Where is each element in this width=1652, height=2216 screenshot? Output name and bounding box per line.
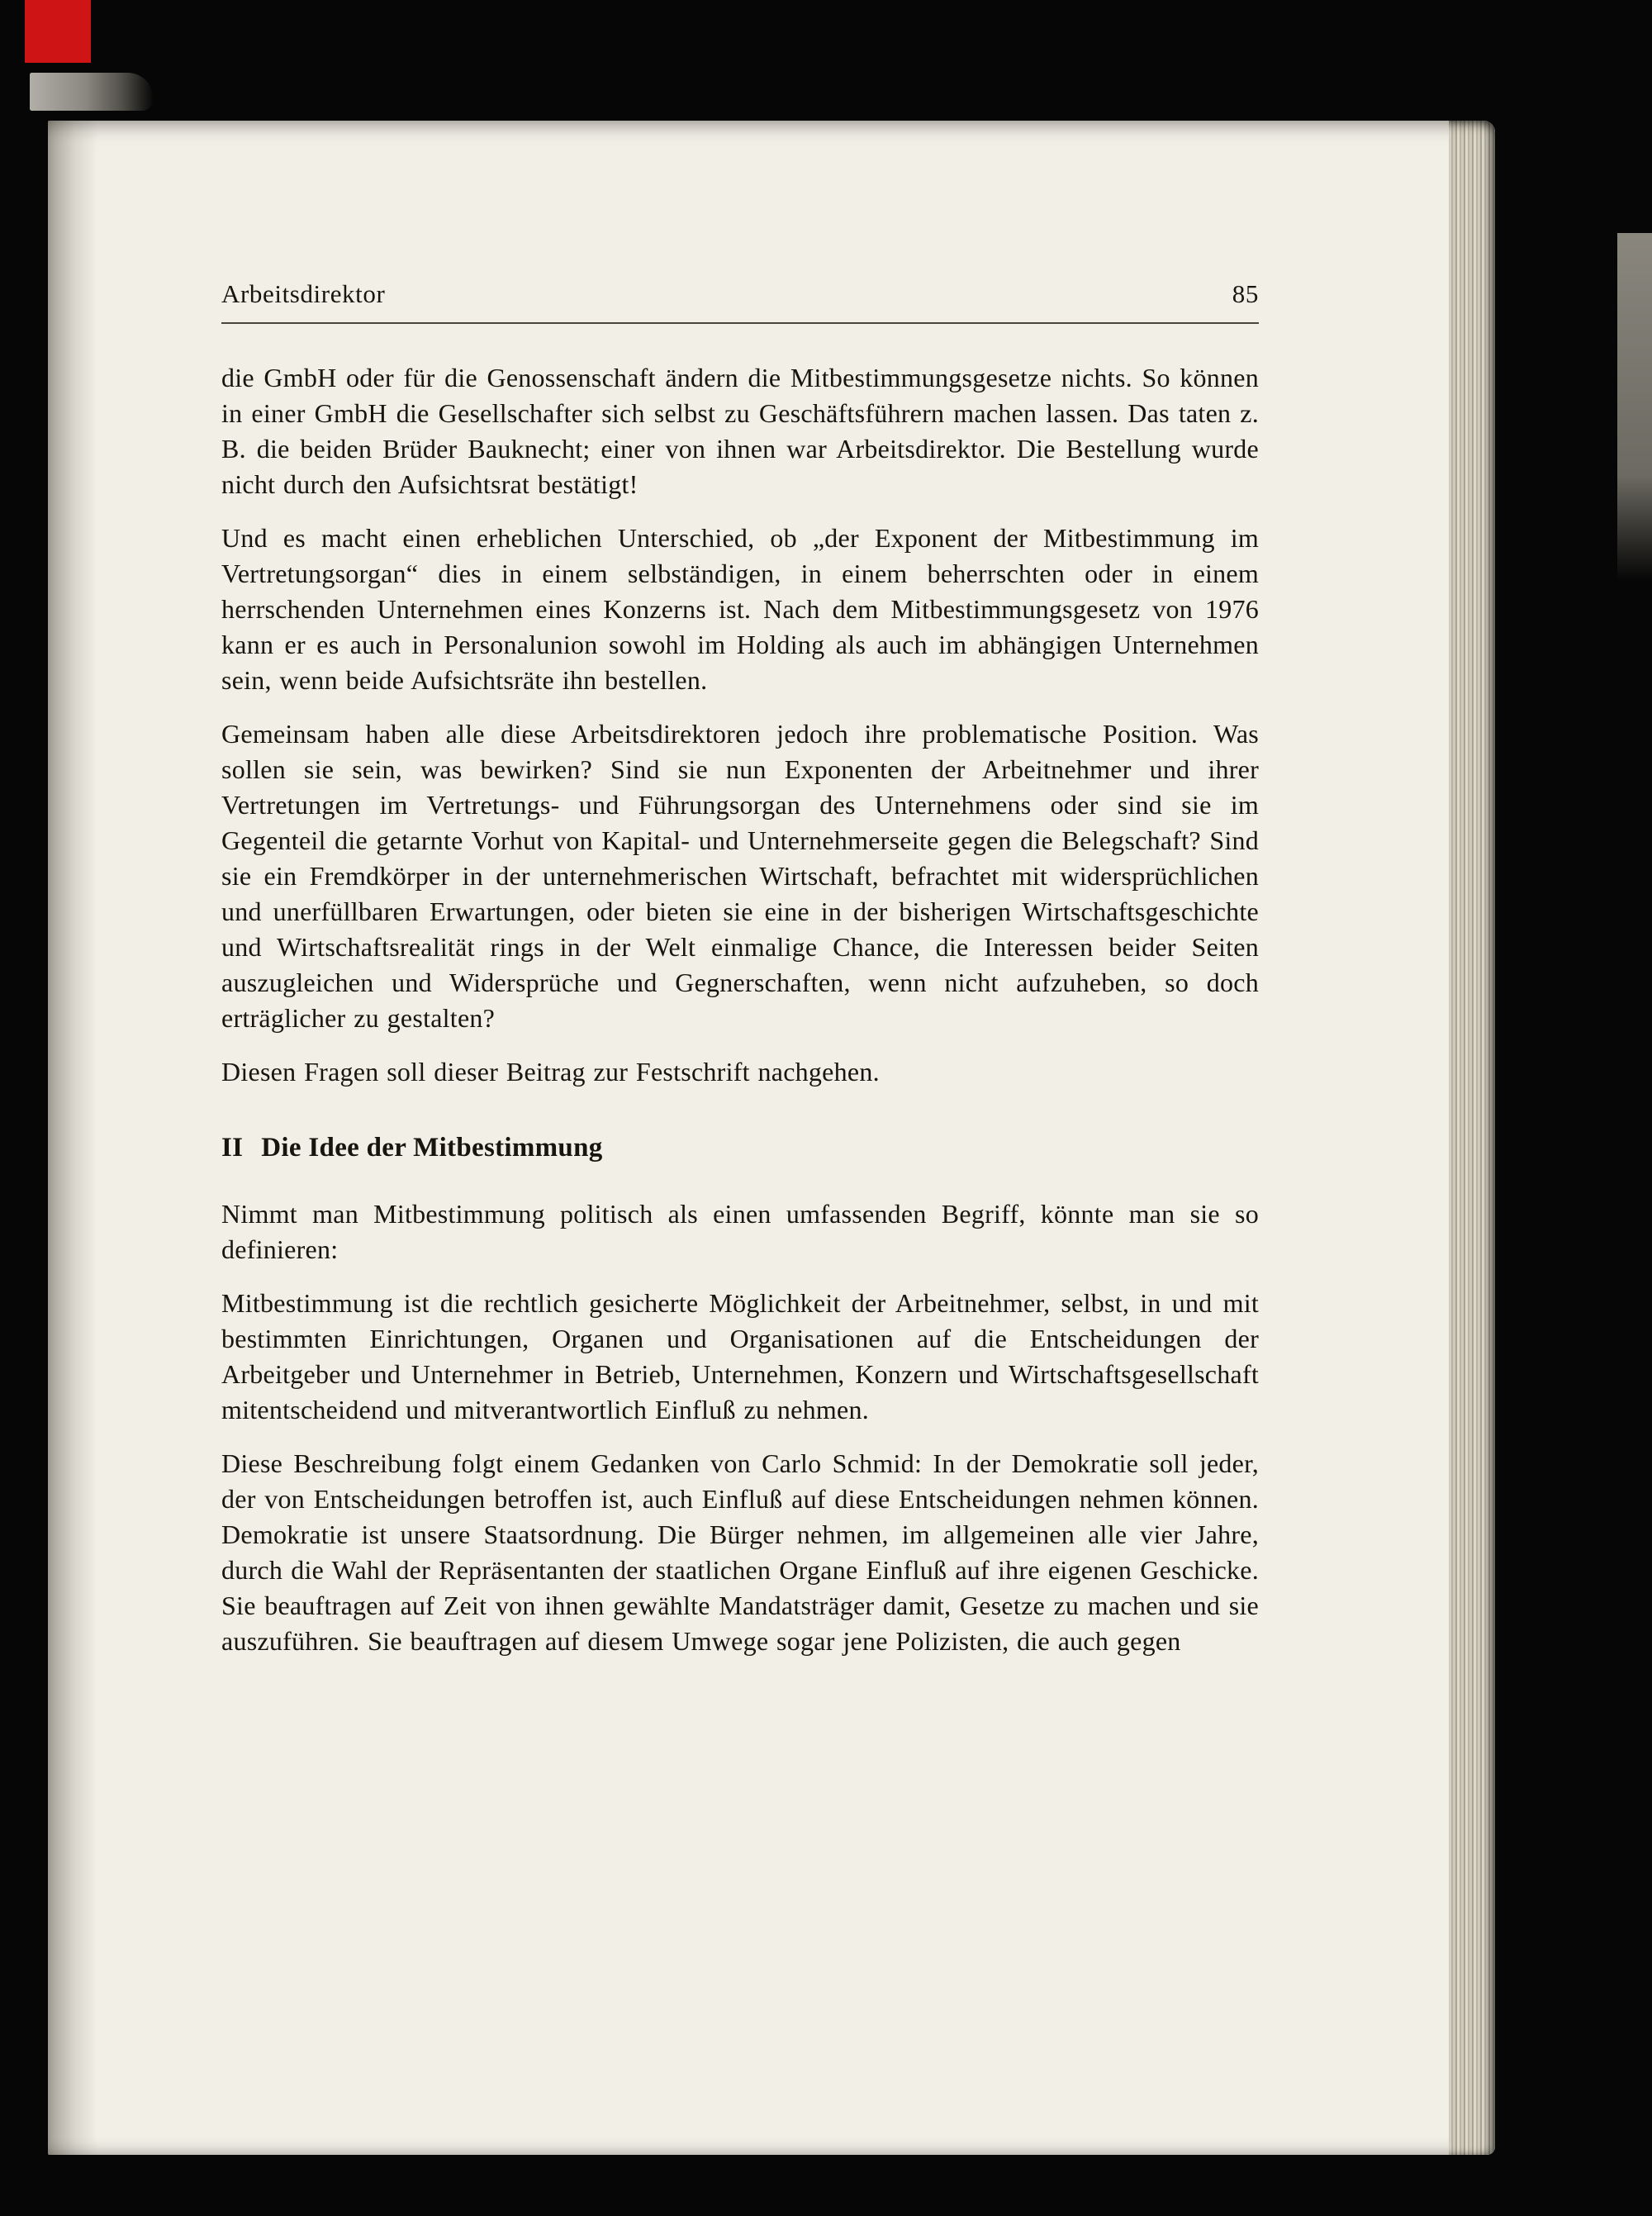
paragraph-2: Und es macht einen erheblichen Unterschied, ob „der Exponent der Mitbestimmung im Vertretungsorgan“ dies in einem selbständigen, in einem beherrschten oder in einem herrschenden Unternehmen eines Konzerns ist. Nach dem Mitbestimmungsgesetz von 1976 kann er es auch in Personalunion sowohl im Holding als auch im abhängigen Unternehmen sein, wenn beide Aufsichtsräte ihn bestellen. xyxy=(221,523,1259,695)
paragraph-4: Diesen Fragen soll dieser Beitrag zur Festschrift nachgehen. xyxy=(221,1057,880,1087)
paragraph-7: Diese Beschreibung folgt einem Gedanken von Carlo Schmid: In der Demokratie soll jeder, der von Entscheidungen betroffen ist, auch Einfluß auf diese Entscheidungen nehmen können. Demokratie ist unsere Staatsordnung. Die Bürger nehmen, im allgemeinen alle vier Jahre, durch die Wahl der Repräsentanten der staatlichen Organe Einfluß auf ihre eigenen Geschicke. Sie beauftragen auf Zeit von ihnen gewählte Mandatsträger damit, Gesetze zu machen und sie auszuführen. Sie beauftragen auf diesem Umwege sogar jene Polizisten, die auch gegen xyxy=(221,1448,1259,1656)
paragraph-5: Nimmt man Mitbestimmung politisch als einen umfassenden Begriff, könnte man sie so definieren: xyxy=(221,1199,1259,1264)
paragraph-6: Mitbestimmung ist die rechtlich gesicherte Möglichkeit der Arbeitnehmer, selbst, in und mit bestimmten Einrichtungen, Organen und Organisationen auf die Entscheidungen der Arbeitgeber und Unternehmer in Betrieb, Unternehmen, Konzern und Wirtschaftsgesellschaft mitentscheidend und mitverantwortlich Einfluß zu nehmen. xyxy=(221,1288,1259,1424)
section-heading-numeral: II xyxy=(221,1133,244,1163)
book-page xyxy=(48,121,1495,2155)
paragraph-3: Gemeinsam haben alle diese Arbeitsdirektoren jedoch ihre problematische Position. Was sollen sie sein, was bewirken? Sind sie nun Exponenten der Arbeitnehmer und ihrer Vertretungen im Vertretungs- und Führungsorgan des Unternehmens oder sind sie im Gegenteil die getarnte Vorhut von Kapital- und Unternehmerseite gegen die Belegschaft? Sind sie ein Fremdkörper in der unternehmerischen Wirtschaft, befrachtet mit widersprüchlichen und unerfüllbaren Erwartungen, oder bieten sie eine in der bisherigen Wirtschaftsgeschichte und Wirtschaftsrealität rings in der Welt einmalige Chance, die Interessen beider Seiten auszugleichen und Widersprüche und Gegnerschaften, wenn nicht aufzuheben, so doch erträglicher zu gestalten? xyxy=(221,719,1259,1033)
paragraph-1: die GmbH oder für die Genossenschaft ändern die Mitbestimmungsgesetze nichts. So können in einer GmbH die Gesellschafter sich selbst zu Geschäftsführern machen lassen. Das taten z. B. die beiden Brüder Bauknecht; einer von ihnen war Arbeitsdirektor. Die Bestellung wurde nicht durch den Aufsichtsrat bestätigt! xyxy=(221,363,1259,499)
page-stack-edge xyxy=(1449,121,1495,2155)
page-number: 85 xyxy=(1232,279,1259,308)
red-corner-mark xyxy=(25,0,91,63)
paper-edge-smudge xyxy=(30,73,154,111)
spine-shadow xyxy=(48,121,97,2155)
running-title: Arbeitsdirektor xyxy=(221,279,386,308)
section-heading-title: Die Idee der Mitbestimmung xyxy=(261,1133,603,1163)
running-header xyxy=(221,279,1259,324)
scanner-edge-artifact xyxy=(1617,233,1652,580)
page-content xyxy=(221,279,1259,1677)
section-heading xyxy=(221,1133,1259,1163)
